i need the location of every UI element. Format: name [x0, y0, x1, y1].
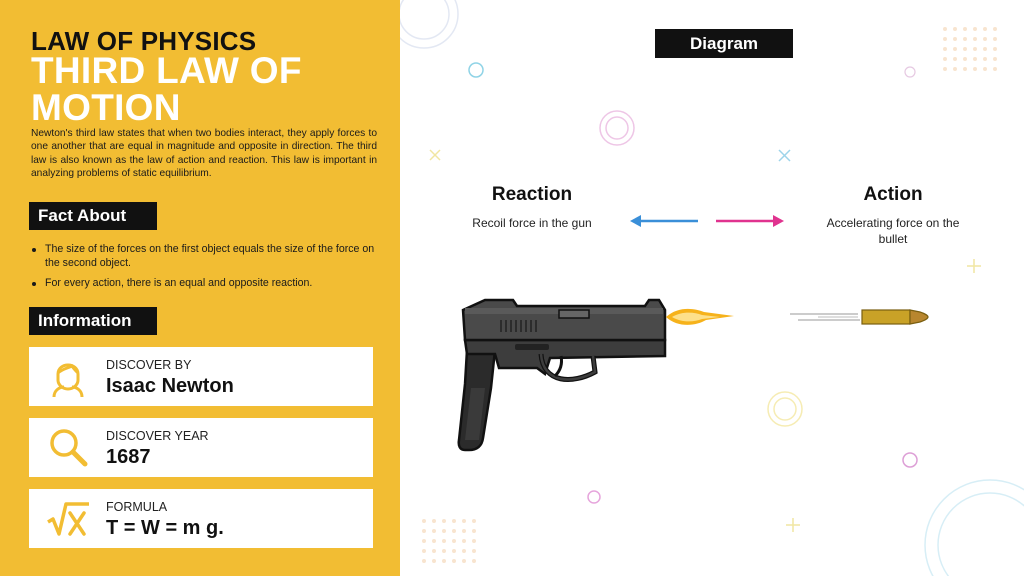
formula-card: [29, 489, 373, 548]
discover-year-card: [29, 418, 373, 477]
diagram-panel: [400, 0, 1024, 576]
discoverer-value: Isaac Newton: [106, 375, 234, 397]
background-decoration: [400, 0, 1024, 576]
discover-year-label: DISCOVER YEAR: [106, 429, 209, 443]
information-heading: Information: [29, 307, 157, 335]
pistol-icon: [455, 292, 680, 457]
fact-item: For every action, there is an equal and opposite reaction.: [31, 277, 381, 291]
diagram-heading: Diagram: [655, 29, 793, 58]
action-arrow-icon: [716, 210, 786, 232]
action-description: Accelerating force on the bullet: [826, 216, 960, 246]
bullet-icon: [788, 306, 930, 328]
info-panel: [0, 0, 400, 576]
page-subtitle: LAW OF PHYSICS: [31, 26, 257, 56]
fact-heading: Fact About: [29, 202, 157, 230]
page-title: THIRD LAW OF MOTION: [31, 50, 302, 128]
discoverer-label: DISCOVER BY: [106, 358, 192, 372]
person-icon: [46, 354, 90, 398]
discoverer-card: [29, 347, 373, 406]
muzzle-flash-icon: [664, 304, 738, 330]
formula-value: T = W = m g.: [106, 517, 224, 539]
action-title: Action: [863, 184, 923, 205]
reaction-arrow-icon: [628, 210, 698, 232]
square-root-icon: [46, 496, 90, 540]
fact-item: The size of the forces on the first object equals the size of the force on the second object.: [31, 243, 381, 270]
reaction-description: Recoil force in the gun: [472, 216, 592, 230]
description: Newton's third law states that when two bodies interact, they apply forces to one another that are equal in magnitude and opposite in direction. The third law is also known as the law of action and reaction. This law is important in analyzing problems of static equilibrium.: [31, 128, 377, 179]
reaction-title: Reaction: [491, 184, 573, 205]
formula-label: FORMULA: [106, 500, 168, 514]
fact-list: [31, 243, 381, 298]
magnifier-icon: [46, 425, 90, 469]
discover-year-value: 1687: [106, 446, 151, 468]
